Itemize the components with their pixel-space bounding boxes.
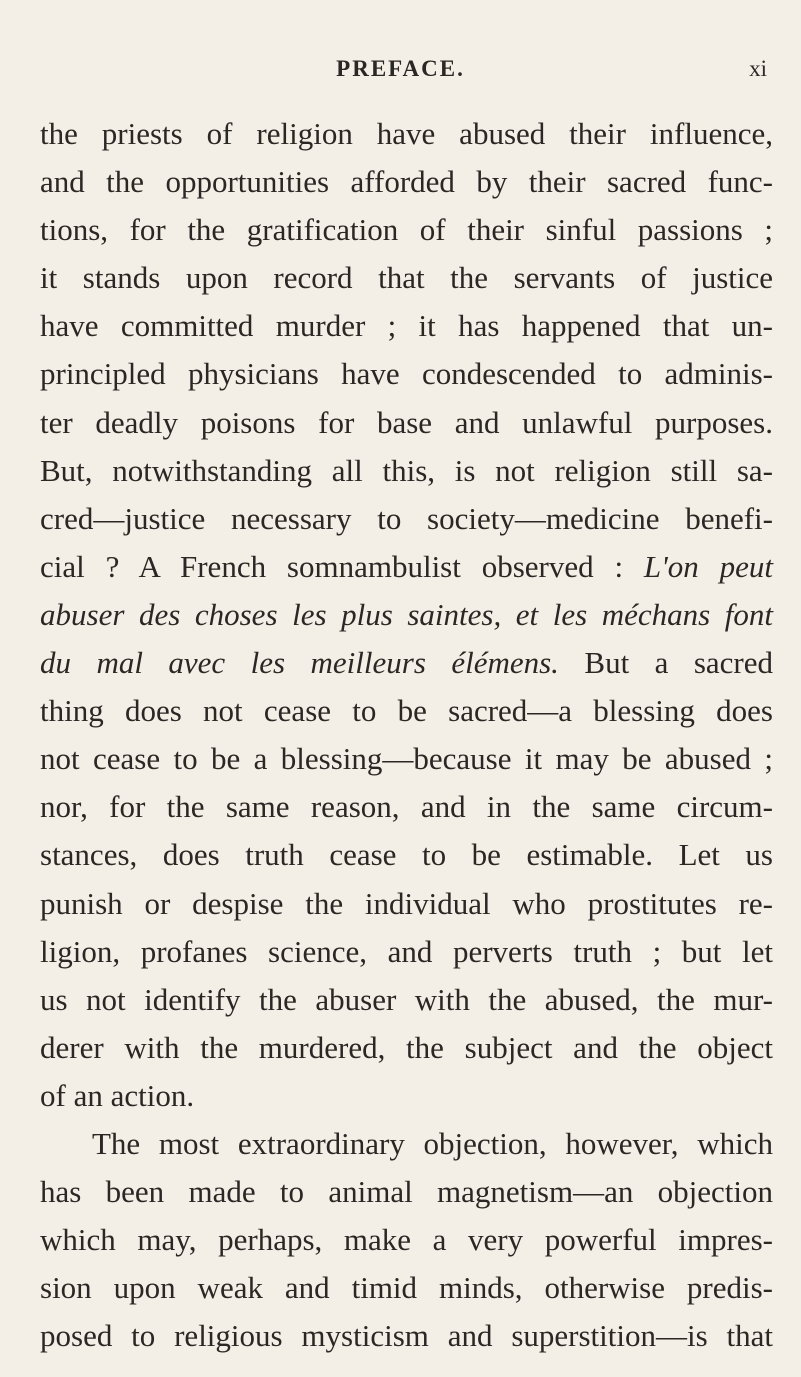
text-line: sion upon weak and timid minds, otherwise predis- — [40, 1270, 773, 1306]
text-line: posed to religious mysticism and superstition—is that — [40, 1318, 773, 1354]
text-line: But, notwithstanding all this, is not religion still sa- — [40, 452, 773, 488]
text-line: the priests of religion have abused their influence, — [40, 116, 773, 151]
body-text — [40, 110, 773, 1360]
page-header — [0, 56, 801, 90]
french-quote: abuser des choses les plus saintes, et les méchans font — [40, 596, 773, 632]
text-line: us not identify the abuser with the abused, the mur- — [40, 981, 773, 1017]
text-line: has been made to animal magnetism—an objection — [40, 1174, 773, 1210]
text-line: derer with the murdered, the subject and the object — [40, 1029, 773, 1065]
text-line: ligion, profanes science, and perverts truth ; but let — [40, 933, 773, 969]
running-title: PREFACE. — [336, 56, 465, 81]
text-line: not cease to be a blessing—because it may be abused ; — [40, 741, 773, 777]
page-number: xi — [749, 56, 767, 81]
text-line: have committed murder ; it has happened that un- — [40, 308, 773, 344]
text-line: The most extraordinary objection, however, which — [92, 1125, 773, 1161]
text-line: of an action. — [40, 1077, 195, 1113]
text-line: thing does not cease to be sacred—a blessing does — [40, 693, 773, 729]
french-quote: L'on peut — [643, 548, 773, 584]
text-line: cial ? A French somnambulist observed : L'on peut — [40, 548, 773, 584]
text-line: cred—justice necessary to society—medicine benefi- — [40, 500, 773, 536]
text-line: and the opportunities afforded by their sacred func- — [40, 164, 773, 200]
text-line: nor, for the same reason, and in the same circum- — [40, 789, 773, 825]
text-line: which may, perhaps, make a very powerful impres- — [40, 1222, 773, 1258]
text-line: du mal avec les meilleurs élémens. But a sacred — [40, 645, 773, 681]
text-line: tions, for the gratification of their sinful passions ; — [40, 212, 773, 248]
text-line: it stands upon record that the servants of justice — [40, 260, 773, 296]
text-line: punish or despise the individual who prostitutes re- — [40, 885, 773, 921]
french-quote: du mal avec les meilleurs élémens. — [40, 645, 559, 681]
text-line: ter deadly poisons for base and unlawful purposes. — [40, 404, 773, 440]
text-line — [40, 591, 773, 639]
text-line: stances, does truth cease to be estimable. Let us — [40, 837, 773, 873]
text-line: principled physicians have condescended to adminis- — [40, 356, 773, 392]
